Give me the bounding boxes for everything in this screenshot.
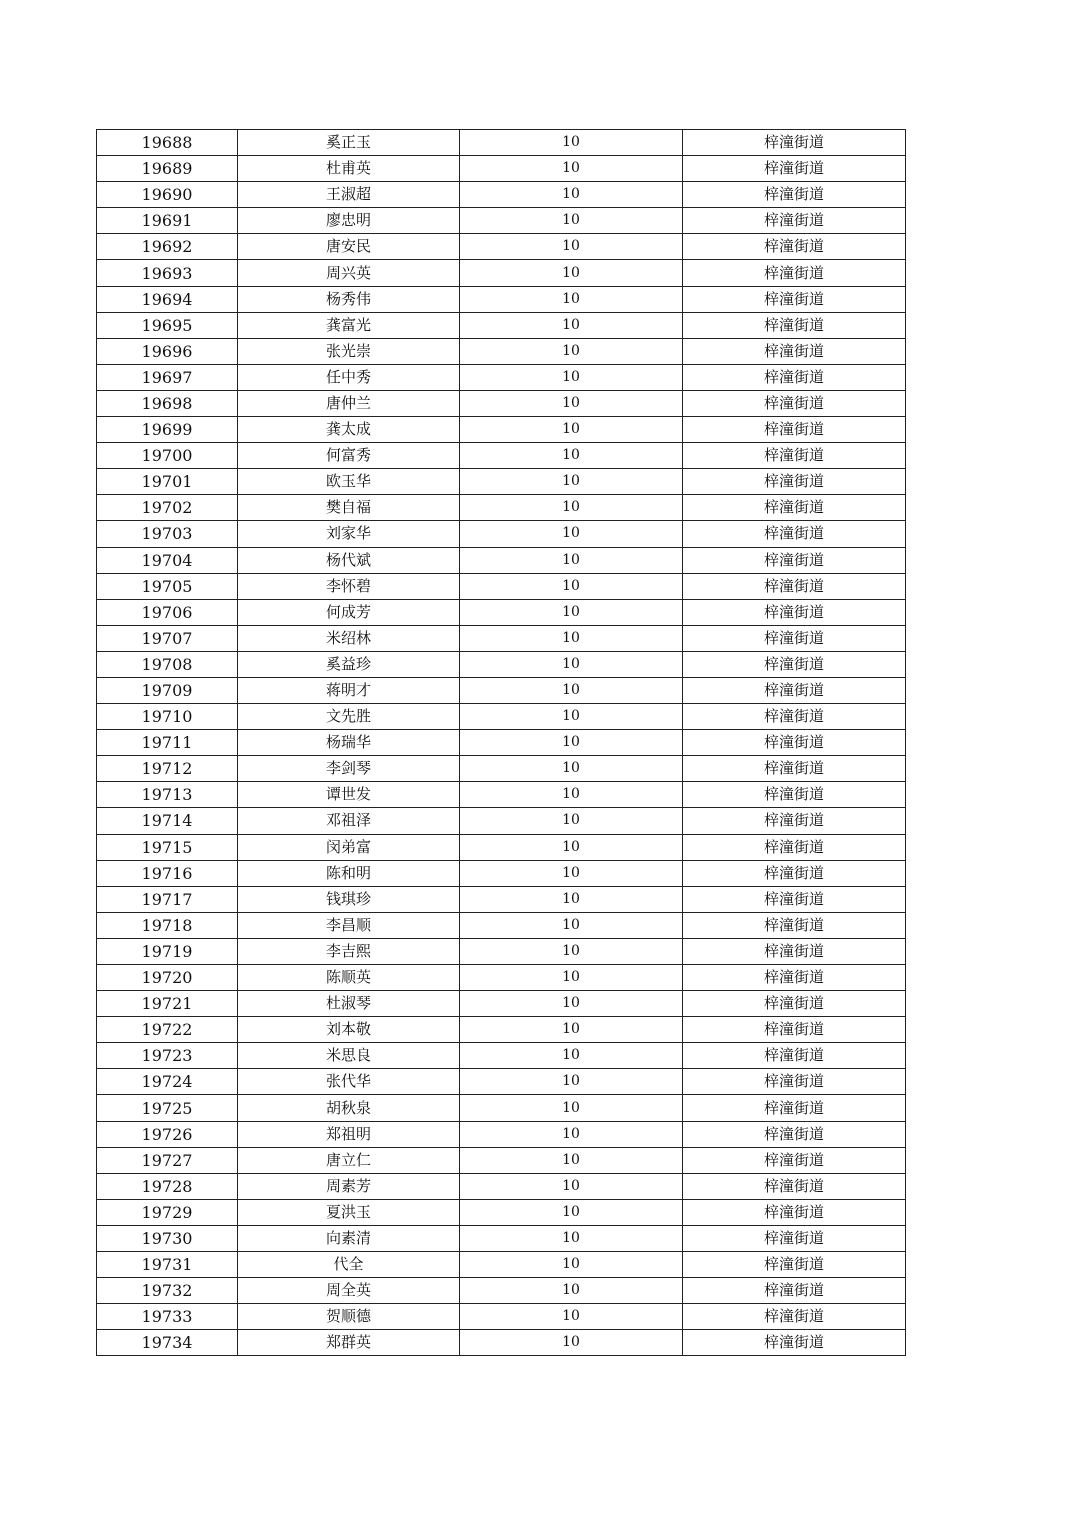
table-row — [97, 1225, 906, 1251]
row-amount-cell: 10 — [460, 756, 683, 782]
row-amount-cell: 10 — [460, 547, 683, 573]
table-row — [97, 704, 906, 730]
row-id-cell: 19729 — [97, 1199, 238, 1225]
row-area-cell: 梓潼街道 — [683, 495, 906, 521]
table-row — [97, 312, 906, 338]
row-name-cell: 周素芳 — [238, 1173, 460, 1199]
table-row — [97, 521, 906, 547]
row-area-cell: 梓潼街道 — [683, 417, 906, 443]
row-area-cell: 梓潼街道 — [683, 730, 906, 756]
table-row — [97, 756, 906, 782]
row-id-cell: 19689 — [97, 156, 238, 182]
row-name-cell: 刘家华 — [238, 521, 460, 547]
row-id-cell: 19731 — [97, 1252, 238, 1278]
row-id-cell: 19723 — [97, 1043, 238, 1069]
row-id-cell: 19708 — [97, 651, 238, 677]
row-name-cell: 钱琪珍 — [238, 886, 460, 912]
table-row — [97, 338, 906, 364]
table-row — [97, 1252, 906, 1278]
row-amount-cell: 10 — [460, 573, 683, 599]
row-name-cell: 李吉熙 — [238, 938, 460, 964]
table-row — [97, 573, 906, 599]
row-amount-cell: 10 — [460, 860, 683, 886]
table-row — [97, 965, 906, 991]
table-row — [97, 364, 906, 390]
row-name-cell: 文先胜 — [238, 704, 460, 730]
row-id-cell: 19726 — [97, 1121, 238, 1147]
row-area-cell: 梓潼街道 — [683, 130, 906, 156]
row-name-cell: 唐立仁 — [238, 1147, 460, 1173]
row-area-cell: 梓潼街道 — [683, 1069, 906, 1095]
row-area-cell: 梓潼街道 — [683, 286, 906, 312]
table-row — [97, 808, 906, 834]
row-id-cell: 19704 — [97, 547, 238, 573]
row-amount-cell: 10 — [460, 1252, 683, 1278]
row-amount-cell: 10 — [460, 991, 683, 1017]
table-row — [97, 651, 906, 677]
row-area-cell: 梓潼街道 — [683, 312, 906, 338]
row-id-cell: 19691 — [97, 208, 238, 234]
row-name-cell: 蒋明才 — [238, 677, 460, 703]
row-id-cell: 19722 — [97, 1017, 238, 1043]
row-id-cell: 19713 — [97, 782, 238, 808]
row-amount-cell: 10 — [460, 521, 683, 547]
table-row — [97, 208, 906, 234]
row-area-cell: 梓潼街道 — [683, 547, 906, 573]
row-area-cell: 梓潼街道 — [683, 390, 906, 416]
row-amount-cell: 10 — [460, 625, 683, 651]
row-amount-cell: 10 — [460, 599, 683, 625]
row-name-cell: 龚太成 — [238, 417, 460, 443]
row-area-cell: 梓潼街道 — [683, 912, 906, 938]
row-name-cell: 王淑超 — [238, 182, 460, 208]
row-amount-cell: 10 — [460, 677, 683, 703]
row-id-cell: 19694 — [97, 286, 238, 312]
row-amount-cell: 10 — [460, 808, 683, 834]
data-table-container — [96, 129, 905, 1356]
table-row — [97, 730, 906, 756]
row-id-cell: 19720 — [97, 965, 238, 991]
row-name-cell: 李昌顺 — [238, 912, 460, 938]
row-area-cell: 梓潼街道 — [683, 1095, 906, 1121]
row-area-cell: 梓潼街道 — [683, 677, 906, 703]
row-id-cell: 19692 — [97, 234, 238, 260]
table-row — [97, 782, 906, 808]
table-row — [97, 860, 906, 886]
row-amount-cell: 10 — [460, 1121, 683, 1147]
table-row — [97, 1330, 906, 1356]
row-amount-cell: 10 — [460, 1095, 683, 1121]
row-area-cell: 梓潼街道 — [683, 965, 906, 991]
row-amount-cell: 10 — [460, 417, 683, 443]
row-amount-cell: 10 — [460, 390, 683, 416]
row-id-cell: 19710 — [97, 704, 238, 730]
row-amount-cell: 10 — [460, 1225, 683, 1251]
row-amount-cell: 10 — [460, 1147, 683, 1173]
row-amount-cell: 10 — [460, 730, 683, 756]
row-name-cell: 杜甫英 — [238, 156, 460, 182]
row-name-cell: 杨代斌 — [238, 547, 460, 573]
row-amount-cell: 10 — [460, 886, 683, 912]
row-amount-cell: 10 — [460, 704, 683, 730]
row-amount-cell: 10 — [460, 443, 683, 469]
row-area-cell: 梓潼街道 — [683, 756, 906, 782]
row-name-cell: 何富秀 — [238, 443, 460, 469]
row-amount-cell: 10 — [460, 965, 683, 991]
row-area-cell: 梓潼街道 — [683, 651, 906, 677]
row-amount-cell: 10 — [460, 938, 683, 964]
row-area-cell: 梓潼街道 — [683, 521, 906, 547]
row-area-cell: 梓潼街道 — [683, 1043, 906, 1069]
row-name-cell: 代全 — [238, 1252, 460, 1278]
row-amount-cell: 10 — [460, 912, 683, 938]
row-id-cell: 19706 — [97, 599, 238, 625]
table-row — [97, 886, 906, 912]
row-name-cell: 陈顺英 — [238, 965, 460, 991]
row-amount-cell: 10 — [460, 1173, 683, 1199]
row-area-cell: 梓潼街道 — [683, 364, 906, 390]
row-name-cell: 张代华 — [238, 1069, 460, 1095]
table-row — [97, 443, 906, 469]
table-row — [97, 286, 906, 312]
table-row — [97, 469, 906, 495]
row-name-cell: 杨瑞华 — [238, 730, 460, 756]
row-amount-cell: 10 — [460, 260, 683, 286]
row-amount-cell: 10 — [460, 208, 683, 234]
row-id-cell: 19699 — [97, 417, 238, 443]
row-id-cell: 19703 — [97, 521, 238, 547]
table-row — [97, 260, 906, 286]
table-row — [97, 1173, 906, 1199]
row-amount-cell: 10 — [460, 651, 683, 677]
row-area-cell: 梓潼街道 — [683, 1278, 906, 1304]
row-name-cell: 欧玉华 — [238, 469, 460, 495]
row-amount-cell: 10 — [460, 1304, 683, 1330]
row-name-cell: 胡秋泉 — [238, 1095, 460, 1121]
row-id-cell: 19711 — [97, 730, 238, 756]
row-area-cell: 梓潼街道 — [683, 1304, 906, 1330]
row-area-cell: 梓潼街道 — [683, 208, 906, 234]
row-amount-cell: 10 — [460, 182, 683, 208]
table-row — [97, 912, 906, 938]
row-area-cell: 梓潼街道 — [683, 834, 906, 860]
row-area-cell: 梓潼街道 — [683, 625, 906, 651]
table-row — [97, 599, 906, 625]
row-id-cell: 19725 — [97, 1095, 238, 1121]
row-id-cell: 19707 — [97, 625, 238, 651]
table-row — [97, 1017, 906, 1043]
row-name-cell: 李剑琴 — [238, 756, 460, 782]
row-area-cell: 梓潼街道 — [683, 182, 906, 208]
row-area-cell: 梓潼街道 — [683, 1121, 906, 1147]
row-amount-cell: 10 — [460, 1043, 683, 1069]
row-name-cell: 张光崇 — [238, 338, 460, 364]
row-id-cell: 19714 — [97, 808, 238, 834]
row-amount-cell: 10 — [460, 312, 683, 338]
row-area-cell: 梓潼街道 — [683, 808, 906, 834]
row-name-cell: 周兴英 — [238, 260, 460, 286]
table-row — [97, 417, 906, 443]
row-id-cell: 19730 — [97, 1225, 238, 1251]
row-amount-cell: 10 — [460, 130, 683, 156]
row-name-cell: 任中秀 — [238, 364, 460, 390]
table-body — [97, 130, 906, 1356]
row-amount-cell: 10 — [460, 495, 683, 521]
row-area-cell: 梓潼街道 — [683, 860, 906, 886]
row-area-cell: 梓潼街道 — [683, 599, 906, 625]
table-row — [97, 495, 906, 521]
row-area-cell: 梓潼街道 — [683, 443, 906, 469]
row-area-cell: 梓潼街道 — [683, 782, 906, 808]
row-id-cell: 19712 — [97, 756, 238, 782]
table-row — [97, 156, 906, 182]
row-area-cell: 梓潼街道 — [683, 573, 906, 599]
row-name-cell: 唐安民 — [238, 234, 460, 260]
row-id-cell: 19700 — [97, 443, 238, 469]
row-name-cell: 米思良 — [238, 1043, 460, 1069]
row-area-cell: 梓潼街道 — [683, 1252, 906, 1278]
row-amount-cell: 10 — [460, 156, 683, 182]
row-amount-cell: 10 — [460, 286, 683, 312]
table-row — [97, 182, 906, 208]
row-id-cell: 19716 — [97, 860, 238, 886]
table-row — [97, 1304, 906, 1330]
row-area-cell: 梓潼街道 — [683, 1330, 906, 1356]
table-row — [97, 677, 906, 703]
row-name-cell: 夏洪玉 — [238, 1199, 460, 1225]
row-name-cell: 闵弟富 — [238, 834, 460, 860]
row-area-cell: 梓潼街道 — [683, 938, 906, 964]
row-name-cell: 奚益珍 — [238, 651, 460, 677]
row-area-cell: 梓潼街道 — [683, 338, 906, 364]
row-area-cell: 梓潼街道 — [683, 1225, 906, 1251]
row-name-cell: 谭世发 — [238, 782, 460, 808]
row-name-cell: 李怀碧 — [238, 573, 460, 599]
row-name-cell: 杜淑琴 — [238, 991, 460, 1017]
table-row — [97, 1278, 906, 1304]
row-id-cell: 19695 — [97, 312, 238, 338]
row-id-cell: 19698 — [97, 390, 238, 416]
table-row — [97, 234, 906, 260]
row-area-cell: 梓潼街道 — [683, 991, 906, 1017]
row-id-cell: 19734 — [97, 1330, 238, 1356]
row-id-cell: 19733 — [97, 1304, 238, 1330]
row-area-cell: 梓潼街道 — [683, 1017, 906, 1043]
row-area-cell: 梓潼街道 — [683, 1173, 906, 1199]
row-area-cell: 梓潼街道 — [683, 886, 906, 912]
row-name-cell: 龚富光 — [238, 312, 460, 338]
row-name-cell: 樊自福 — [238, 495, 460, 521]
row-id-cell: 19717 — [97, 886, 238, 912]
row-amount-cell: 10 — [460, 364, 683, 390]
data-table — [96, 129, 906, 1356]
row-area-cell: 梓潼街道 — [683, 156, 906, 182]
row-id-cell: 19721 — [97, 991, 238, 1017]
row-id-cell: 19709 — [97, 677, 238, 703]
row-name-cell: 向素清 — [238, 1225, 460, 1251]
row-amount-cell: 10 — [460, 234, 683, 260]
row-amount-cell: 10 — [460, 1017, 683, 1043]
row-id-cell: 19688 — [97, 130, 238, 156]
row-name-cell: 邓祖泽 — [238, 808, 460, 834]
row-name-cell: 陈和明 — [238, 860, 460, 886]
row-id-cell: 19702 — [97, 495, 238, 521]
row-area-cell: 梓潼街道 — [683, 1147, 906, 1173]
row-name-cell: 刘本敬 — [238, 1017, 460, 1043]
table-row — [97, 1199, 906, 1225]
row-id-cell: 19696 — [97, 338, 238, 364]
row-amount-cell: 10 — [460, 469, 683, 495]
row-name-cell: 米绍林 — [238, 625, 460, 651]
row-area-cell: 梓潼街道 — [683, 469, 906, 495]
row-id-cell: 19718 — [97, 912, 238, 938]
row-amount-cell: 10 — [460, 1330, 683, 1356]
table-row — [97, 991, 906, 1017]
row-amount-cell: 10 — [460, 1278, 683, 1304]
table-row — [97, 1121, 906, 1147]
row-name-cell: 杨秀伟 — [238, 286, 460, 312]
row-id-cell: 19690 — [97, 182, 238, 208]
row-amount-cell: 10 — [460, 782, 683, 808]
row-amount-cell: 10 — [460, 834, 683, 860]
table-row — [97, 130, 906, 156]
row-name-cell: 唐仲兰 — [238, 390, 460, 416]
table-row — [97, 547, 906, 573]
row-name-cell: 郑群英 — [238, 1330, 460, 1356]
row-id-cell: 19715 — [97, 834, 238, 860]
row-name-cell: 何成芳 — [238, 599, 460, 625]
table-row — [97, 390, 906, 416]
row-name-cell: 廖忠明 — [238, 208, 460, 234]
row-name-cell: 贺顺德 — [238, 1304, 460, 1330]
table-row — [97, 1043, 906, 1069]
row-id-cell: 19697 — [97, 364, 238, 390]
table-row — [97, 625, 906, 651]
row-id-cell: 19693 — [97, 260, 238, 286]
row-id-cell: 19724 — [97, 1069, 238, 1095]
row-id-cell: 19727 — [97, 1147, 238, 1173]
row-amount-cell: 10 — [460, 1069, 683, 1095]
row-area-cell: 梓潼街道 — [683, 234, 906, 260]
table-row — [97, 1095, 906, 1121]
row-amount-cell: 10 — [460, 1199, 683, 1225]
row-id-cell: 19701 — [97, 469, 238, 495]
row-name-cell: 郑祖明 — [238, 1121, 460, 1147]
row-id-cell: 19719 — [97, 938, 238, 964]
row-name-cell: 周全英 — [238, 1278, 460, 1304]
row-id-cell: 19732 — [97, 1278, 238, 1304]
table-row — [97, 1147, 906, 1173]
row-id-cell: 19705 — [97, 573, 238, 599]
row-id-cell: 19728 — [97, 1173, 238, 1199]
row-area-cell: 梓潼街道 — [683, 260, 906, 286]
row-area-cell: 梓潼街道 — [683, 704, 906, 730]
table-row — [97, 938, 906, 964]
table-row — [97, 1069, 906, 1095]
table-row — [97, 834, 906, 860]
row-area-cell: 梓潼街道 — [683, 1199, 906, 1225]
row-name-cell: 奚正玉 — [238, 130, 460, 156]
row-amount-cell: 10 — [460, 338, 683, 364]
